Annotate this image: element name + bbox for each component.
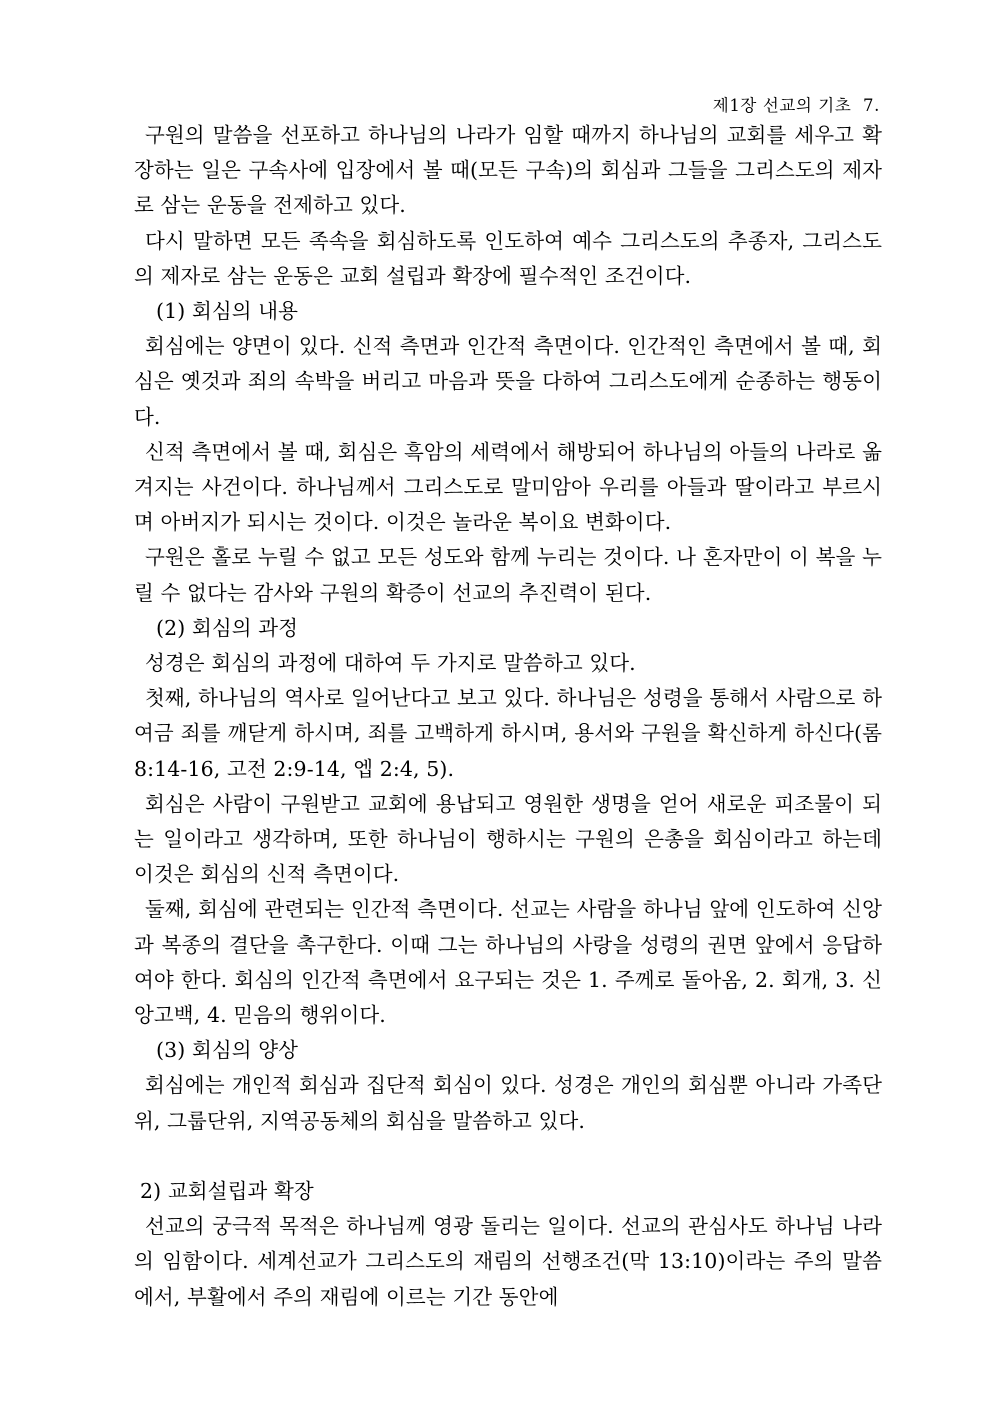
body-paragraph: 회심에는 양면이 있다. 신적 측면과 인간적 측면이다. 인간적인 측면에서 볼 때, 회심은 옛것과 죄의 속박을 버리고 마음과 뜻을 다하여 그리스도에게 순종하는 행동이다. <box>134 334 882 429</box>
running-head: 제1장 선교의 기초 7. <box>712 96 880 115</box>
section-heading: (3) 회심의 양상 <box>156 1038 299 1063</box>
document-body <box>134 118 882 1315</box>
section-heading: (1) 회심의 내용 <box>156 299 299 324</box>
body-paragraph: 구원의 말씀을 선포하고 하나님의 나라가 임할 때까지 하나님의 교회를 세우고 확장하는 일은 구속사에 입장에서 볼 때(모든 구속)의 회심과 그들을 그리스도의 제자로 삼는 운동을 전제하고 있다. <box>134 123 882 218</box>
section-heading: (2) 회심의 과정 <box>156 615 299 640</box>
body-paragraph: 둘째, 회심에 관련되는 인간적 측면이다. 선교는 사람을 하나님 앞에 인도하여 신앙과 복종의 결단을 촉구한다. 이때 그는 하나님의 사랑을 성령의 권면 앞에서 응답하여야 한다. 회심의 인간적 측면에서 요구되는 것은 1. 주께로 돌아옴, 2. 회개, 3. 신앙고백, 4. 믿음의 행위이다. <box>134 897 882 1028</box>
body-paragraph: 선교의 궁극적 목적은 하나님께 영광 돌리는 일이다. 선교의 관심사도 하나님 나라의 임함이다. 세계선교가 그리스도의 재림의 선행조건(막 13:10)이라는 주의 말씀에서, 부활에서 주의 재림에 이르는 기간 동안에 <box>134 1214 882 1309</box>
body-paragraph: 구원은 홀로 누릴 수 없고 모든 성도와 함께 누리는 것이다. 나 혼자만이 이 복을 누릴 수 없다는 감사와 구원의 확증이 선교의 추진력이 된다. <box>134 545 882 605</box>
body-paragraph: 회심에는 개인적 회심과 집단적 회심이 있다. 성경은 개인의 회심뿐 아니라 가족단위, 그룹단위, 지역공동체의 회심을 말씀하고 있다. <box>134 1073 882 1133</box>
body-paragraph: 첫째, 하나님의 역사로 일어난다고 보고 있다. 하나님은 성령을 통해서 사람으로 하여금 죄를 깨닫게 하시며, 죄를 고백하게 하시며, 용서와 구원을 확신하게 하신다(롬 8:14-16, 고전 2:9-14, 엡 2:4, 5). <box>134 686 882 781</box>
paragraph-spacer <box>134 1139 882 1174</box>
body-paragraph: 신적 측면에서 볼 때, 회심은 흑암의 세력에서 해방되어 하나님의 아들의 나라로 옮겨지는 사건이다. 하나님께서 그리스도로 말미암아 우리를 아들과 딸이라고 부르시며 아버지가 되시는 것이다. 이것은 놀라운 복이요 변화이다. <box>134 439 882 535</box>
body-paragraph: 다시 말하면 모든 족속을 회심하도록 인도하여 예수 그리스도의 추종자, 그리스도의 제자로 삼는 운동은 교회 설립과 확장에 필수적인 조건이다. <box>134 228 882 288</box>
body-paragraph: 회심은 사람이 구원받고 교회에 용납되고 영원한 생명을 얻어 새로운 피조물이 되는 일이라고 생각하며, 또한 하나님이 행하시는 구원의 은총을 회심이라고 하는데 이것은 회심의 신적 측면이다. <box>134 791 882 887</box>
body-paragraph: 성경은 회심의 과정에 대하여 두 가지로 말씀하고 있다. <box>145 651 636 676</box>
section-subheading: 2) 교회설립과 확장 <box>140 1179 314 1204</box>
